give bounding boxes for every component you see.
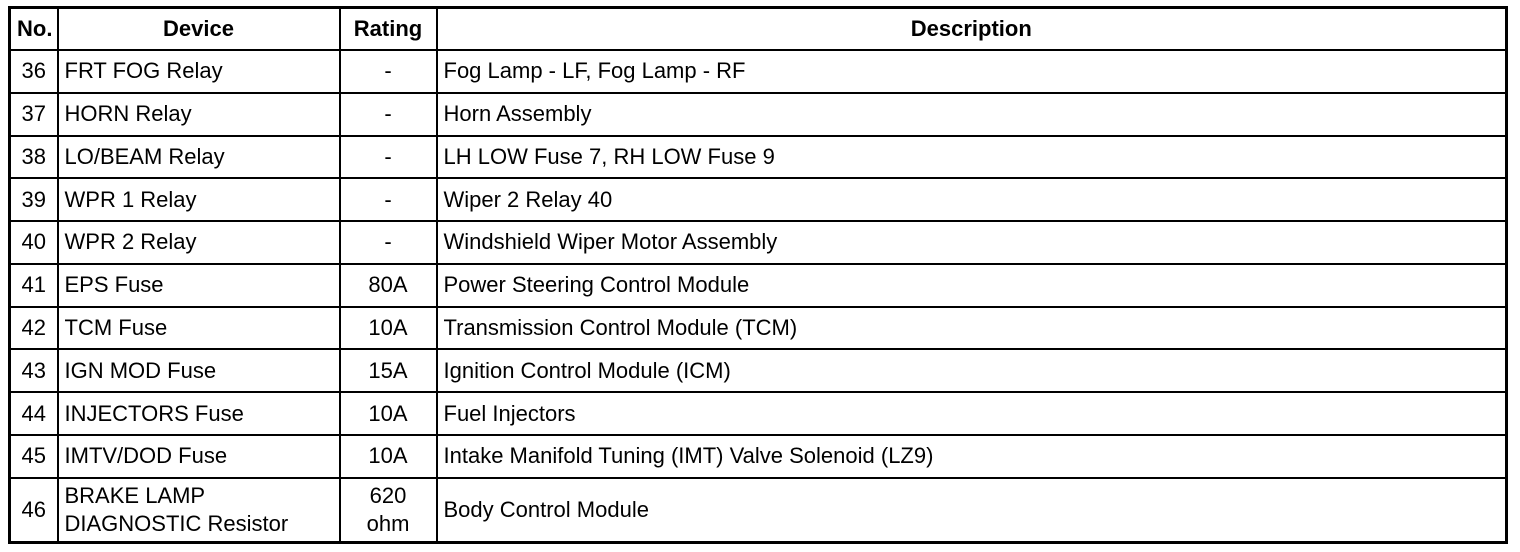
row-rating: 10A [340,392,437,435]
row-device [58,478,340,543]
row-no: 41 [10,264,58,307]
row-rating [340,478,437,543]
table-row [10,221,1507,264]
header-no: No. [10,8,58,51]
table-row [10,392,1507,435]
row-device: WPR 2 Relay [58,221,340,264]
table-row [10,435,1507,478]
row-no: 45 [10,435,58,478]
row-no: 43 [10,349,58,392]
fuse-relay-table [8,6,1508,544]
row-description: Body Control Module [437,478,1507,543]
row-rating-line: ohm [366,510,410,536]
row-device: INJECTORS Fuse [58,392,340,435]
row-no: 39 [10,178,58,221]
row-description: LH LOW Fuse 7, RH LOW Fuse 9 [437,136,1507,179]
header-description: Description [437,8,1507,51]
row-description: Wiper 2 Relay 40 [437,178,1507,221]
table-row [10,307,1507,350]
row-rating: 80A [340,264,437,307]
row-device: TCM Fuse [58,307,340,350]
row-device-line: BRAKE LAMP [64,482,206,508]
row-description: Fuel Injectors [437,392,1507,435]
row-device: IGN MOD Fuse [58,349,340,392]
row-no: 38 [10,136,58,179]
row-rating: 10A [340,307,437,350]
row-description: Ignition Control Module (ICM) [437,349,1507,392]
row-rating-line: 620 [369,482,407,508]
header-rating: Rating [340,8,437,51]
row-description: Transmission Control Module (TCM) [437,307,1507,350]
row-rating: 15A [340,349,437,392]
row-rating: - [340,221,437,264]
row-no: 46 [10,478,58,543]
row-no: 36 [10,50,58,93]
row-description: Horn Assembly [437,93,1507,136]
row-device: HORN Relay [58,93,340,136]
row-no: 37 [10,93,58,136]
row-rating: - [340,93,437,136]
row-no: 44 [10,392,58,435]
table-row [10,50,1507,93]
row-rating: - [340,136,437,179]
row-rating: - [340,50,437,93]
row-device: FRT FOG Relay [58,50,340,93]
row-device: LO/BEAM Relay [58,136,340,179]
table-row [10,136,1507,179]
row-description: Power Steering Control Module [437,264,1507,307]
table-header-row [10,8,1507,51]
row-device: IMTV/DOD Fuse [58,435,340,478]
row-device-line: DIAGNOSTIC Resistor [64,510,289,536]
row-description: Intake Manifold Tuning (IMT) Valve Solenoid (LZ9) [437,435,1507,478]
row-rating: - [340,178,437,221]
row-description: Fog Lamp - LF, Fog Lamp - RF [437,50,1507,93]
table-row [10,178,1507,221]
header-device: Device [58,8,340,51]
table-row [10,478,1507,543]
row-description: Windshield Wiper Motor Assembly [437,221,1507,264]
row-rating: 10A [340,435,437,478]
table-row [10,264,1507,307]
row-no: 42 [10,307,58,350]
table-row [10,349,1507,392]
row-no: 40 [10,221,58,264]
table-row [10,93,1507,136]
row-device: EPS Fuse [58,264,340,307]
row-device: WPR 1 Relay [58,178,340,221]
